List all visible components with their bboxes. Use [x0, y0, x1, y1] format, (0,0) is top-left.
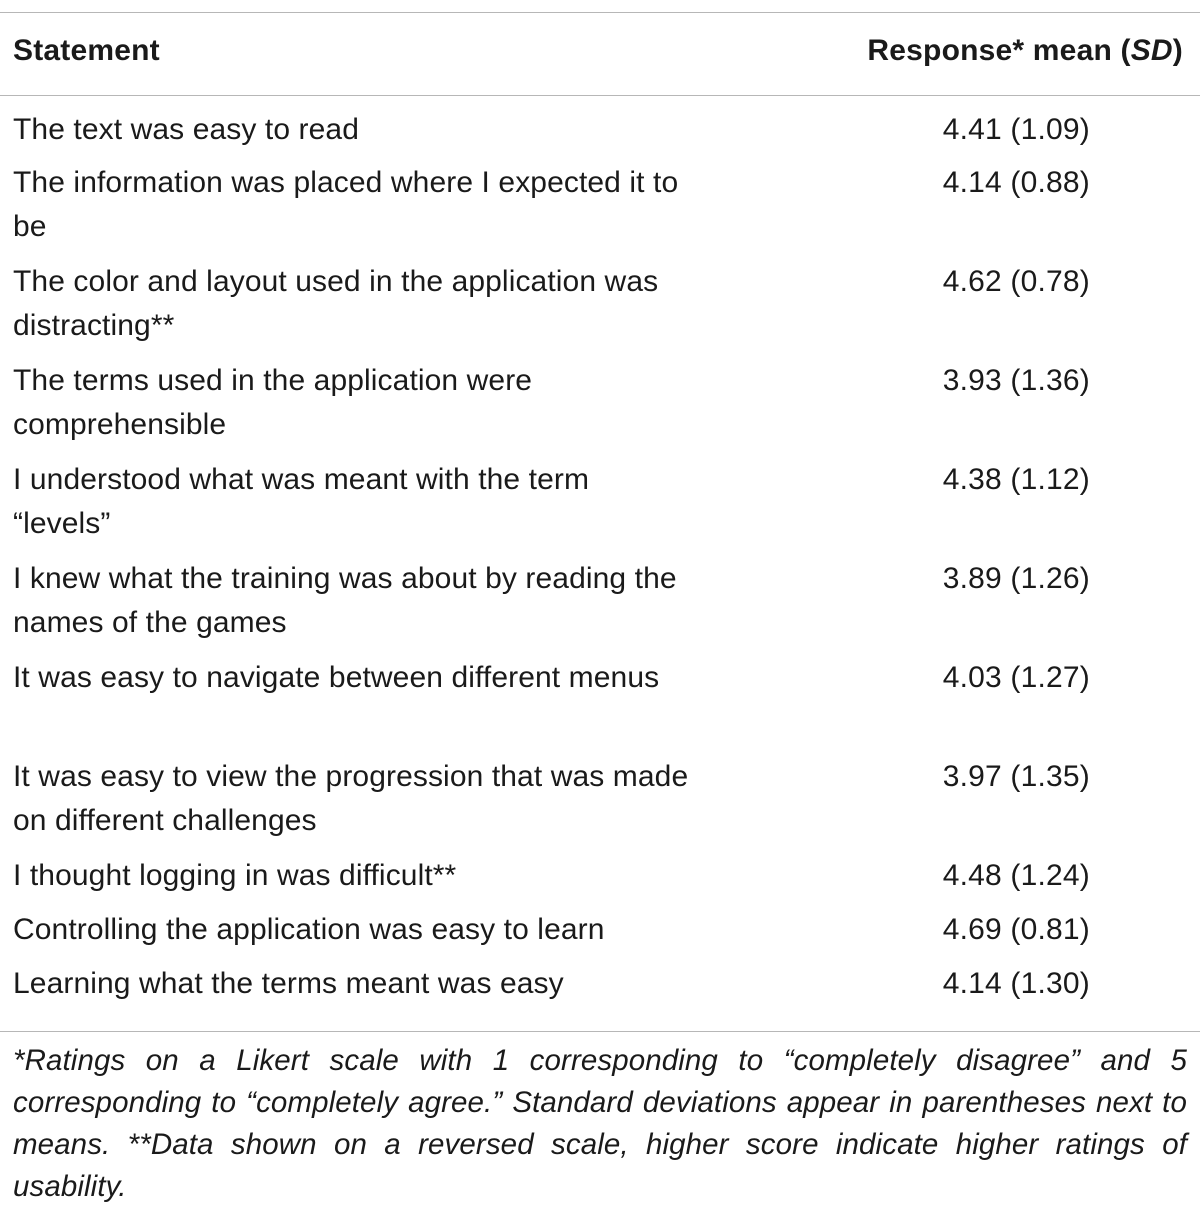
row-statement: The text was easy to read: [13, 113, 360, 146]
table-row: [0, 908, 1200, 962]
header-response-suffix: ): [1172, 34, 1183, 67]
table-bottom-rule: [0, 1031, 1200, 1032]
row-statement: It was easy to view the progression that was made on different challenges: [13, 760, 689, 837]
row-statement: Learning what the terms meant was easy: [13, 967, 564, 1000]
row-statement: I knew what the training was about by reading the names of the games: [13, 562, 677, 639]
table-row: [0, 755, 1200, 854]
table-row: [0, 108, 1200, 161]
row-statement: The terms used in the application were comprehensible: [13, 364, 533, 441]
table-row: [0, 854, 1200, 908]
table-row: [0, 260, 1200, 359]
row-statement: Controlling the application was easy to learn: [13, 913, 605, 946]
row-value: 4.69 (0.81): [942, 913, 1090, 946]
row-value: 4.03 (1.27): [942, 661, 1090, 694]
row-value: 3.89 (1.26): [942, 562, 1090, 595]
header-response-prefix: Response* mean (: [867, 34, 1131, 67]
table-row: [0, 557, 1200, 656]
row-value: 4.38 (1.12): [942, 463, 1090, 496]
row-value: 4.41 (1.09): [942, 113, 1090, 146]
row-value: 4.14 (0.88): [942, 166, 1090, 199]
row-statement: The color and layout used in the application was distracting**: [13, 265, 659, 342]
table-footnote: *Ratings on a Likert scale with 1 corresponding to “completely disagree” and 5 corresponding to “completely agree.” Standard deviations appear in parentheses next to means. **Data shown on a reversed scale, higher score indicate higher ratings of usability.: [13, 1044, 1187, 1203]
table-row: [0, 359, 1200, 458]
table-row: [0, 656, 1200, 755]
header-response-sd: SD: [1130, 34, 1173, 67]
row-value: 3.93 (1.36): [942, 364, 1090, 397]
table-header: [0, 12, 1200, 95]
table-row: [0, 161, 1200, 260]
table-body: [0, 108, 1200, 1016]
table-row: [0, 962, 1200, 1016]
row-statement: I thought logging in was difficult**: [13, 859, 457, 892]
header-statement: Statement: [13, 34, 160, 67]
row-statement: It was easy to navigate between different menus: [13, 661, 660, 694]
row-statement: The information was placed where I expected it to be: [13, 166, 679, 243]
table-header-rule: [0, 95, 1200, 96]
table-row: [0, 458, 1200, 557]
row-value: 4.48 (1.24): [942, 859, 1090, 892]
row-value: 4.14 (1.30): [942, 967, 1090, 1000]
row-value: 4.62 (0.78): [942, 265, 1090, 298]
row-statement: I understood what was meant with the term “levels”: [13, 463, 590, 540]
row-value: 3.97 (1.35): [942, 760, 1090, 793]
header-response: [867, 34, 1183, 68]
